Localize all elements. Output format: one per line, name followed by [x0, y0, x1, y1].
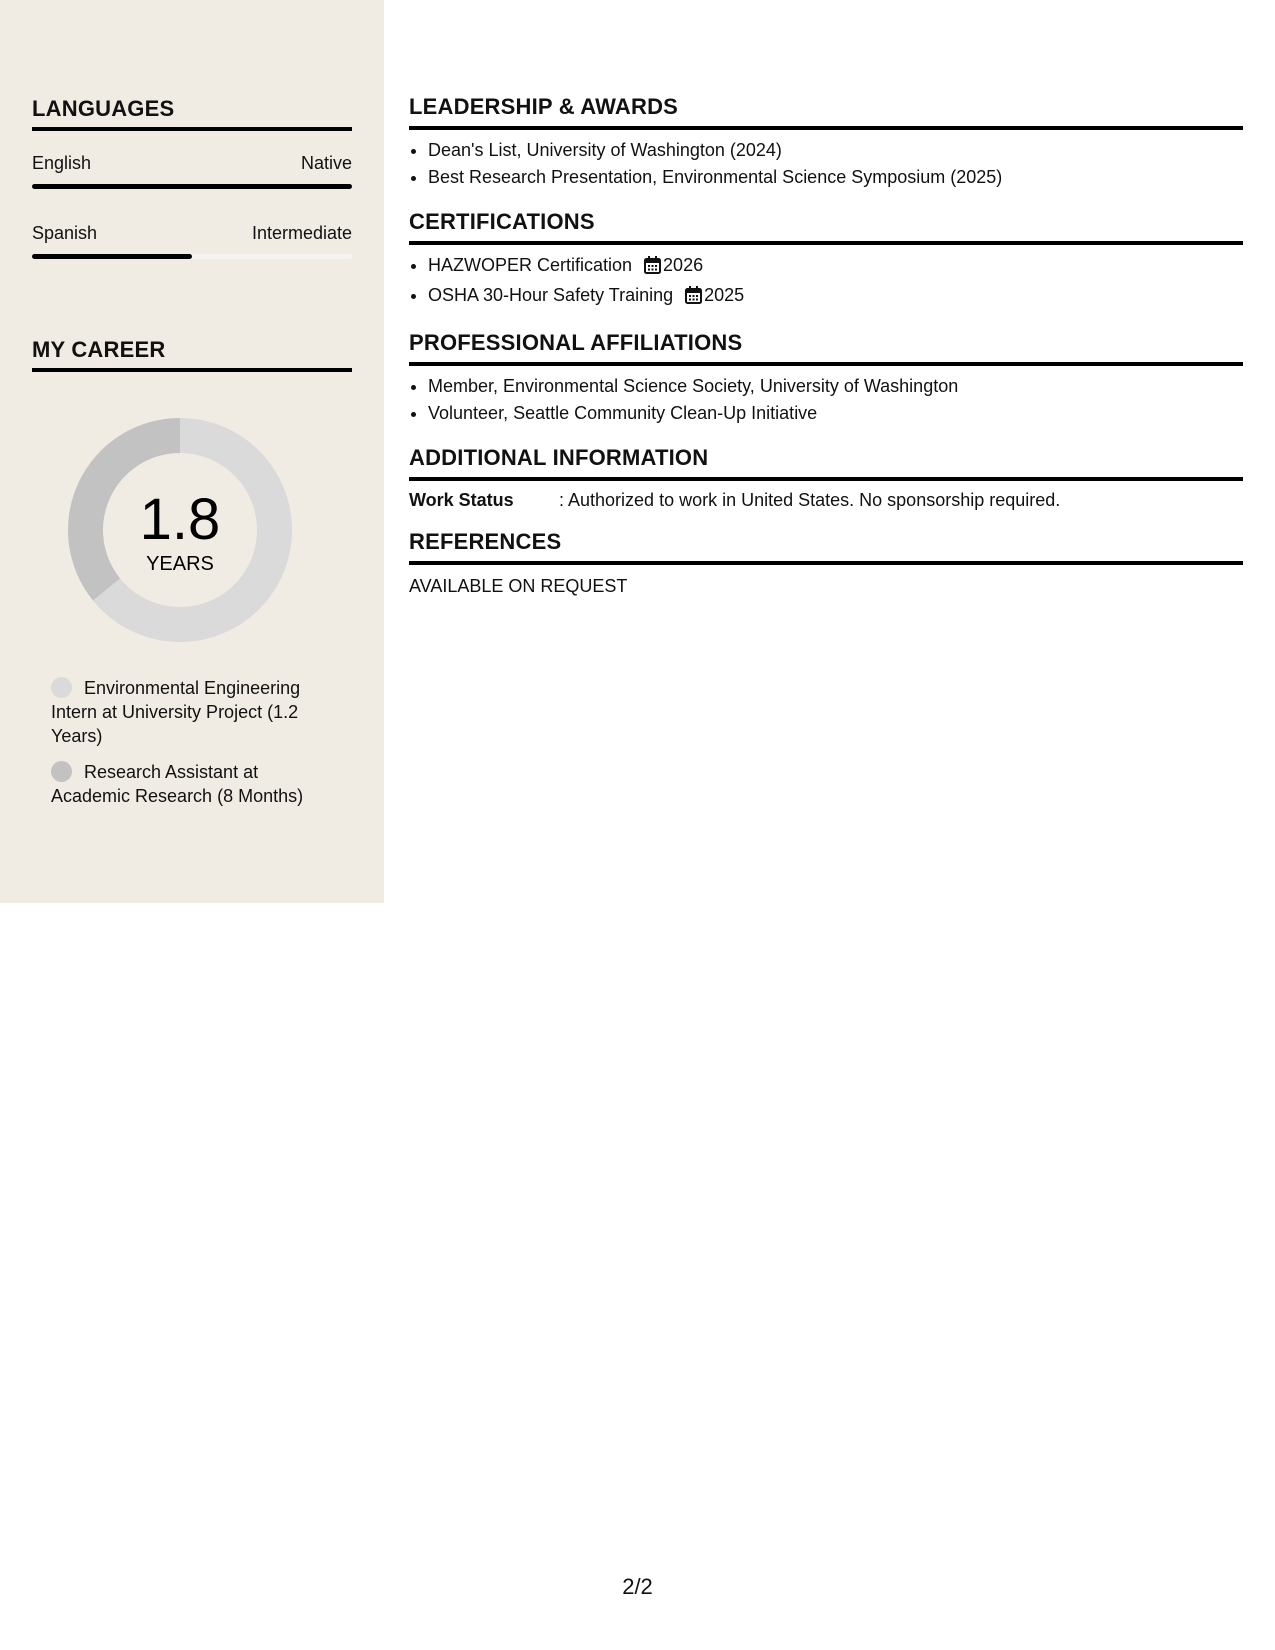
languages-section [32, 96, 352, 259]
calendar-icon [644, 255, 661, 282]
leadership-section [409, 94, 1243, 191]
languages-title: LANGUAGES [32, 96, 352, 131]
career-legend-label: Research Assistant at Academic Research (8 Months) [51, 762, 304, 806]
career-donut-chart [66, 416, 294, 644]
language-name: English [32, 153, 92, 173]
sidebar [0, 0, 384, 903]
page-number: 2/2 [622, 1574, 653, 1599]
career-total-years: 1.8 [139, 487, 221, 552]
career-legend-label: Environmental Engineering Intern at University Project (1.2 Years) [51, 678, 301, 746]
work-status-value: : Authorized to work in United States. No sponsorship required. [559, 490, 1061, 510]
calendar-icon [685, 285, 702, 312]
list-item [428, 282, 1243, 312]
list-item: • Best Research Presentation, Environmental Science Symposium (2025) [428, 164, 1243, 191]
language-proficiency-fill [32, 184, 352, 189]
affiliations-list [409, 373, 1243, 427]
additional-info-title: ADDITIONAL INFORMATION [409, 445, 1243, 481]
certifications-section [409, 209, 1243, 312]
career-section [32, 337, 352, 372]
list-item [428, 252, 1243, 282]
references-title: REFERENCES [409, 529, 1243, 565]
language-name: Spanish [32, 223, 98, 243]
main-content [409, 94, 1243, 615]
references-text: AVAILABLE ON REQUEST [409, 576, 628, 596]
legend-dot-icon [51, 677, 72, 698]
certification-year: 2026 [663, 255, 704, 275]
leadership-title: LEADERSHIP & AWARDS [409, 94, 1243, 130]
certifications-title: CERTIFICATIONS [409, 209, 1243, 245]
language-item [32, 153, 352, 189]
career-legend [51, 676, 331, 820]
certification-year: 2025 [704, 285, 745, 305]
language-level: Intermediate [251, 223, 352, 243]
references-section [409, 529, 1243, 597]
list-item: • Volunteer, Seattle Community Clean-Up Initiative [428, 400, 1243, 427]
work-status-label: Work Status [409, 490, 514, 510]
language-proficiency-fill [32, 254, 192, 259]
additional-info-section [409, 445, 1243, 511]
language-level: Native [300, 153, 352, 173]
language-proficiency-bar [32, 184, 352, 189]
certifications-list [409, 252, 1243, 312]
certification-name: OSHA 30-Hour Safety Training [428, 285, 674, 305]
affiliations-section [409, 330, 1243, 427]
career-legend-item [51, 676, 331, 748]
certification-name: HAZWOPER Certification [428, 255, 633, 275]
career-legend-item [51, 760, 331, 808]
language-item [32, 223, 352, 259]
career-total-unit: YEARS [146, 553, 214, 575]
career-title: MY CAREER [32, 337, 352, 372]
legend-dot-icon [51, 761, 72, 782]
work-status-row [409, 490, 1243, 511]
list-item: • Dean's List, University of Washington (2024) [428, 137, 1243, 164]
list-item: • Member, Environmental Science Society, University of Washington [428, 373, 1243, 400]
language-proficiency-bar [32, 254, 352, 259]
leadership-list [409, 137, 1243, 191]
affiliations-title: PROFESSIONAL AFFILIATIONS [409, 330, 1243, 366]
